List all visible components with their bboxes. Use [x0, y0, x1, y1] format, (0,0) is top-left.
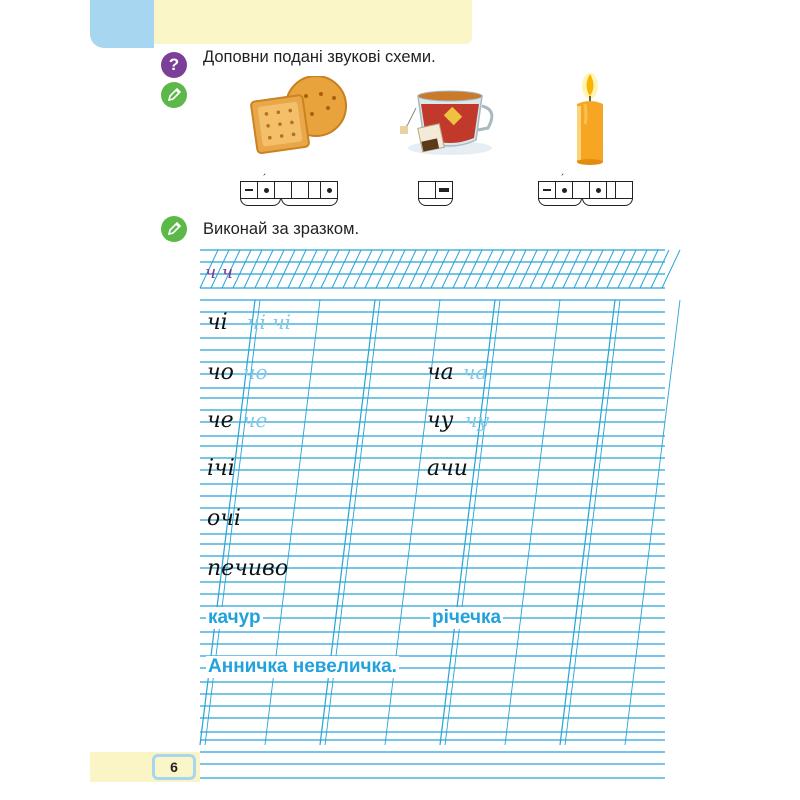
ruling-line	[563, 250, 581, 288]
ruling-line	[265, 300, 320, 745]
ruling-line	[565, 300, 620, 745]
ruling-line	[530, 250, 548, 288]
trace-cho: чо	[243, 360, 268, 384]
ruling-line	[464, 250, 482, 288]
ruling-line	[376, 250, 394, 288]
ruling-line	[651, 250, 669, 288]
sample-cha: ча	[427, 360, 454, 385]
ruling-line	[325, 300, 380, 745]
page-number: 6	[152, 754, 196, 780]
ruling-line	[552, 250, 570, 288]
ruling-line	[640, 250, 658, 288]
ruling-line	[320, 300, 375, 745]
ruling-line	[233, 250, 251, 288]
trace-chi: чі чі	[247, 310, 292, 334]
word-kachur: качур	[208, 607, 261, 628]
ruling-line	[365, 250, 383, 288]
ruling-line	[387, 250, 405, 288]
sample-che: че	[207, 408, 234, 433]
sound-scheme-1[interactable]: ´	[240, 181, 340, 199]
ruling-line	[475, 250, 493, 288]
ruling-line	[354, 250, 372, 288]
ruling-line	[442, 250, 460, 288]
sound-scheme-3[interactable]: ´	[538, 181, 638, 199]
ruling-line	[266, 250, 284, 288]
ruling-line	[288, 250, 306, 288]
ruling-line	[618, 250, 636, 288]
ruling-line	[508, 250, 526, 288]
ruling-line	[585, 250, 603, 288]
ruling-line	[541, 250, 559, 288]
ruling-line	[607, 250, 625, 288]
ruling-line	[596, 250, 614, 288]
sample-letter-ch: ч ч	[205, 262, 234, 283]
ruling-line	[519, 250, 537, 288]
ruling-line	[497, 250, 515, 288]
ruling-line	[431, 250, 449, 288]
ruling-line	[625, 300, 680, 745]
ruling-line	[574, 250, 592, 288]
word-richechka: річечка	[432, 607, 502, 628]
trace-chu: чу	[465, 408, 490, 432]
ruling-line	[505, 300, 560, 745]
sample-ichi: ічі	[207, 456, 235, 481]
ruling-line	[453, 250, 471, 288]
sample-pechyvo: печиво	[207, 556, 289, 581]
trace-che: че	[243, 408, 268, 432]
sample-chu: чу	[427, 408, 454, 433]
trace-cha: ча	[463, 360, 488, 384]
ruling-line	[560, 300, 615, 745]
ruling-line	[486, 250, 504, 288]
ruling-line	[398, 250, 416, 288]
ruling-line	[244, 250, 262, 288]
ruling-line	[343, 250, 361, 288]
sample-chi: чі	[207, 310, 228, 335]
sample-ochi: очі	[207, 506, 241, 531]
ruling-line	[420, 250, 438, 288]
ruling-line	[629, 250, 647, 288]
ruling-line	[310, 250, 328, 288]
sentence-annychka: Анничка невеличка.	[208, 656, 397, 677]
ruling-line	[662, 250, 680, 288]
ruling-line	[277, 250, 295, 288]
ruling-line	[409, 250, 427, 288]
sample-cho: чо	[207, 360, 234, 385]
task2-instruction: Виконай за зразком.	[203, 220, 360, 238]
ruling-line	[299, 250, 317, 288]
ruling-line	[255, 250, 273, 288]
ruling-line	[321, 250, 339, 288]
question-circle-icon: ?	[161, 52, 187, 78]
sample-achy: ачи	[427, 456, 468, 481]
task1-instruction: Доповни подані звукові схеми.	[203, 48, 436, 66]
ruling-line	[332, 250, 350, 288]
